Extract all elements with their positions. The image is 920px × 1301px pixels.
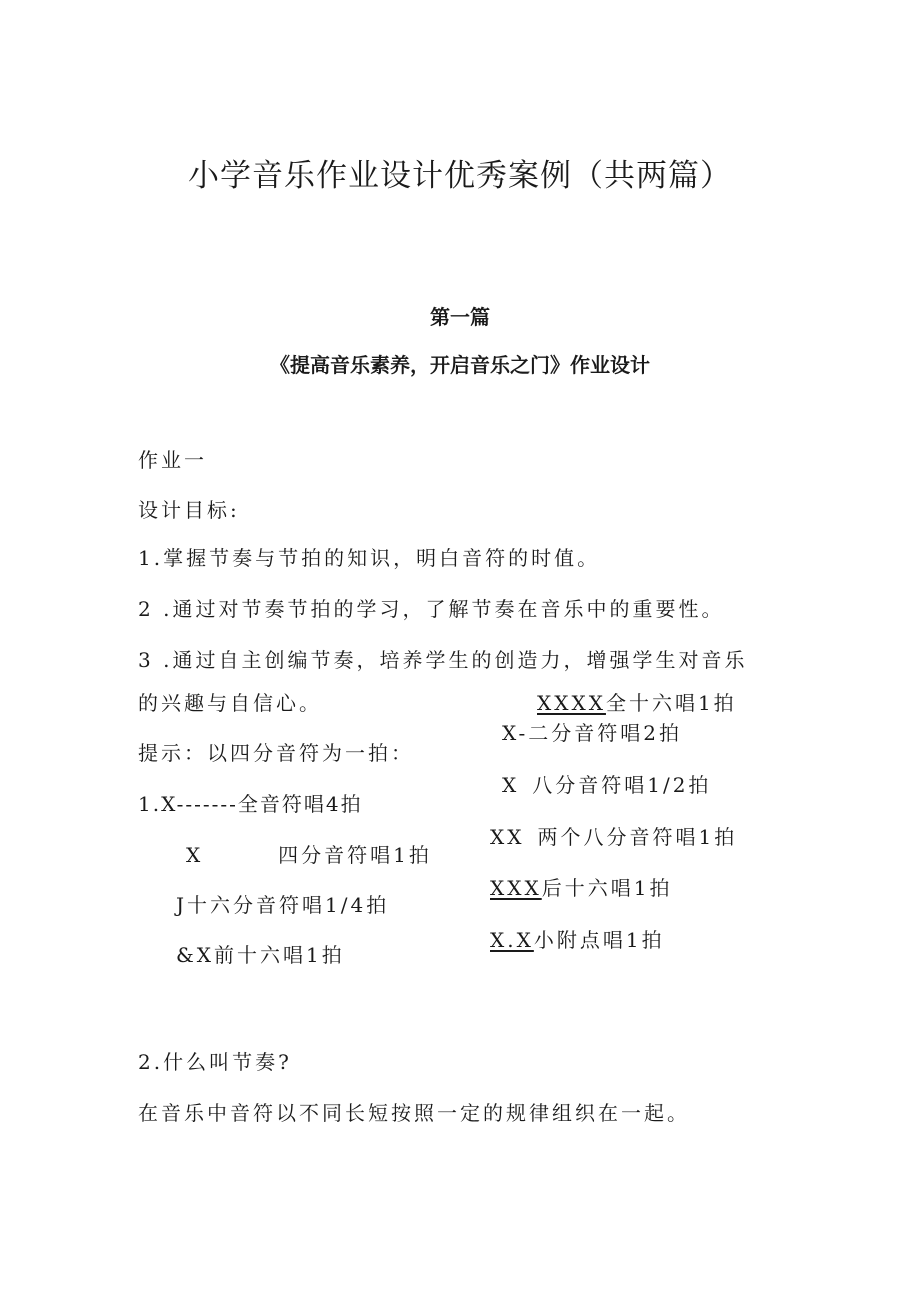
rhythm-desc: 两个八分音符唱1拍 bbox=[537, 825, 738, 849]
document-title: 小学音乐作业设计优秀案例（共两篇） bbox=[188, 158, 732, 194]
section-heading: 作业一 bbox=[138, 448, 207, 472]
answer-text: 在音乐中音符以不同长短按照一定的规律组织在一起。 bbox=[138, 1101, 690, 1125]
rhythm-symbol: XX bbox=[490, 825, 525, 849]
rhythm-all-sixteenth bbox=[537, 691, 737, 715]
rhythm-back-sixteenth bbox=[490, 876, 672, 900]
rhythm-desc: 二分音符唱2拍 bbox=[528, 721, 683, 745]
rhythm-whole-note: 1.X-------全音符唱4拍 bbox=[138, 792, 363, 816]
rhythm-symbol: X bbox=[502, 773, 520, 797]
rhythm-symbol: X- bbox=[502, 721, 529, 745]
goal-item-2: 2 .通过对节奏节拍的学习，了解节奏在音乐中的重要性。 bbox=[138, 597, 725, 621]
rhythm-small-dotted bbox=[490, 928, 665, 952]
rhythm-desc: 全十六唱1拍 bbox=[605, 691, 737, 715]
rhythm-symbol: XXXX bbox=[537, 691, 606, 715]
part-title: 《提高音乐素养，开启音乐之门》作业设计 bbox=[270, 353, 650, 377]
rhythm-sixteenth-note: J十六分音符唱1/4拍 bbox=[176, 893, 390, 917]
part-label: 第一篇 bbox=[430, 305, 490, 329]
rhythm-symbol: XXX bbox=[490, 876, 542, 900]
question-text: 2.什么叫节奏? bbox=[138, 1050, 292, 1074]
hint-text: 提示：以四分音符为一拍： bbox=[138, 741, 414, 765]
goal-item-3-cont: 的兴趣与自信心。 bbox=[138, 691, 322, 715]
goal-item-1: 1.掌握节奏与节拍的知识，明白音符的时值。 bbox=[138, 546, 601, 570]
rhythm-quarter-note: X 四分音符唱1拍 bbox=[186, 843, 432, 867]
rhythm-desc: 八分音符唱1/2拍 bbox=[532, 773, 712, 797]
rhythm-symbol: X.X bbox=[490, 928, 534, 952]
rhythm-half-note bbox=[502, 721, 682, 745]
goal-label: 设计目标: bbox=[138, 498, 240, 522]
rhythm-front-sixteenth: &X前十六唱1拍 bbox=[176, 943, 345, 967]
rhythm-desc: 小附点唱1拍 bbox=[533, 928, 665, 952]
rhythm-eighth-note bbox=[502, 773, 711, 797]
goal-item-3: 3 .通过自主创编节奏，培养学生的创造力，增强学生对音乐 bbox=[138, 648, 748, 672]
rhythm-desc: 后十六唱1拍 bbox=[541, 876, 673, 900]
rhythm-two-eighths bbox=[490, 825, 737, 849]
